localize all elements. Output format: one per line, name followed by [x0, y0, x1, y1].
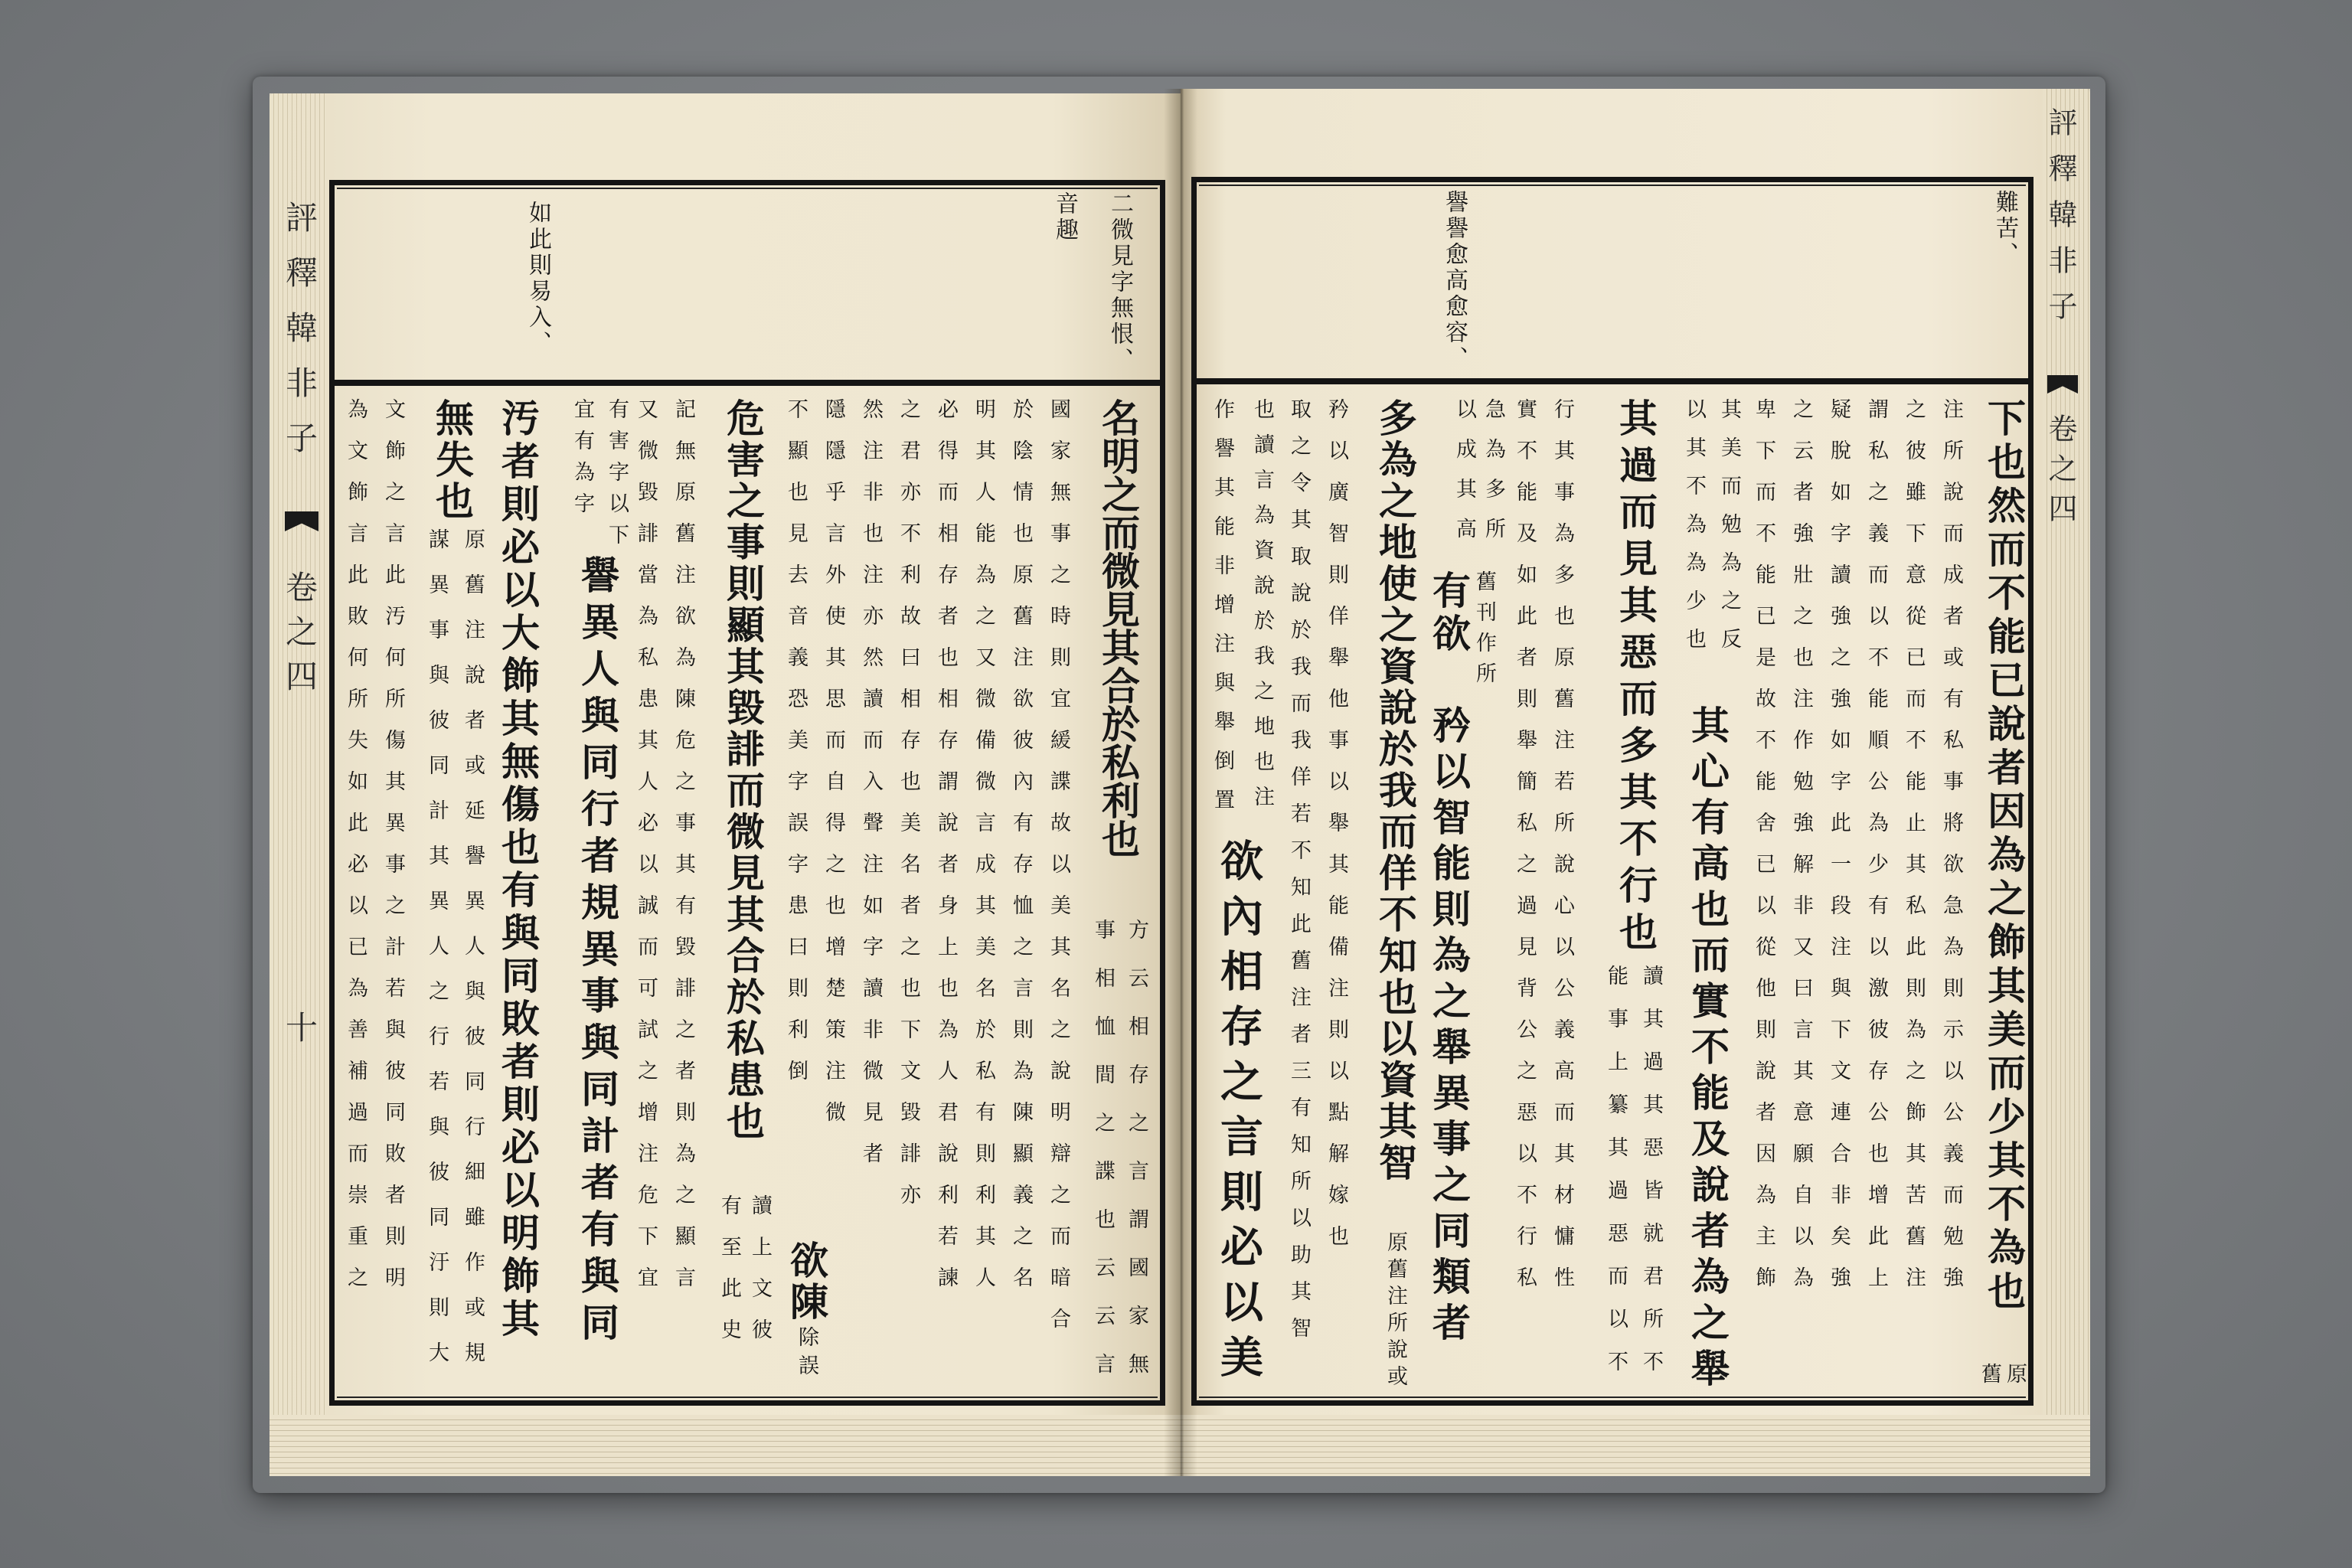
right-fore-edge-volume: 卷之四	[2043, 413, 2077, 533]
annotation-column: 作譽其能非增注與舉倒置	[1210, 398, 1234, 828]
annotation-column: 舊	[1978, 1363, 2001, 1404]
header-note: 如此則易入、	[524, 201, 551, 357]
main-text-column: 危害之事則顯其毀誹而微見其合於私患也	[720, 398, 766, 1142]
annotation-column: 謀異事與彼同計其異人之行若與彼同汙則大	[425, 528, 449, 1387]
left-bottom-page-edges	[270, 1415, 1181, 1476]
annotation-column: 以其不為為少也	[1682, 398, 1706, 666]
main-text-column: 多為之地使之資說於我而佯不知也以資其智	[1373, 398, 1418, 1184]
annotation-column: 舊刊作所	[1472, 570, 1496, 693]
header-note: 譽譽愈高愈容、	[1441, 190, 1468, 372]
annotation-column: 事相恤間之諜也云云言	[1091, 919, 1115, 1401]
left-fore-edge-leaf-number: 十	[281, 1011, 318, 1066]
annotation-column: 疑脫如字讀強之強如字此一段注與下文連合非矣強	[1827, 398, 1851, 1308]
main-text-column: 欲內相存之言則必以美	[1214, 838, 1264, 1390]
annotation-column: 方云相存之言謂國家無	[1125, 919, 1148, 1401]
main-text-column: 名明之而微見其合於私利也	[1096, 398, 1141, 858]
annotation-column: 宜有為字	[570, 398, 594, 524]
annotation-column: 必得而相存者也相存謂說者身上也為人君說利若諫	[934, 398, 958, 1308]
annotation-column: 為文飾言此敗何所失如此必以已為善補過而崇重之	[344, 398, 368, 1308]
annotation-column: 明其人能為之又微備微言成其美名於私有則利其人	[972, 398, 995, 1308]
annotation-column: 原舊注所說或	[1383, 1231, 1407, 1392]
right-header-separator	[1191, 378, 2034, 384]
header-note: 二微見字無恨、	[1106, 191, 1133, 374]
main-text-column: 其過而見其惡而多其不行也	[1613, 398, 1658, 959]
main-text-column: 欲陳	[784, 1240, 829, 1323]
annotation-column: 隱隱乎言外使其思而自得之也增楚策注微	[822, 398, 845, 1142]
annotation-column: 文飾之言此汚何所傷其異事之計若與彼同敗者則明	[381, 398, 405, 1308]
annotation-column: 原	[2003, 1363, 2027, 1404]
annotation-column: 有至此史	[717, 1194, 741, 1360]
header-note: 音趣	[1051, 191, 1078, 243]
right-fore-edge-title: 評釋韓非子	[2043, 107, 2077, 337]
annotation-column: 能事上纂其過惡而以不	[1604, 965, 1628, 1393]
main-text-column: 有欲	[1426, 570, 1472, 656]
annotation-column: 謂私之義而以不能順公為少有以激彼存公也增此上	[1864, 398, 1888, 1308]
main-text-column: 汚者則必以大飾其無傷也有與同敗者則必以明飾其	[495, 398, 541, 1341]
annotation-column: 也讀言為資說於我之地也注	[1250, 398, 1274, 821]
annotation-column: 又微毀誹當為私患其人必以誠而可試之增注危下宜	[634, 398, 658, 1308]
annotation-column: 不顯也見去音義恐美字誤字患曰則利倒	[784, 398, 808, 1101]
right-bottom-page-edges	[1181, 1415, 2090, 1476]
annotation-column: 行其事為多也原舊注若所說心以公義高而其材慵性	[1550, 398, 1574, 1308]
annotation-column: 其美而勉為之反	[1717, 398, 1741, 666]
main-text-column: 其心有高也而實不能及說者為之舉	[1685, 705, 1730, 1394]
main-text-column: 矜以智能則為之舉異事之同類者	[1426, 705, 1472, 1348]
left-fore-edge-volume: 卷之四	[281, 570, 318, 704]
annotation-column: 以成其高	[1452, 398, 1476, 557]
annotation-column: 實不能及如此者則舉簡私之過見背公之惡以不行私	[1513, 398, 1537, 1308]
annotation-column: 記無原舊注欲為陳危之事其有毀誹之者則為之顯言	[671, 398, 695, 1308]
annotation-column: 之彼雖下意從已而不能止其私此則為之飾其苦舊注	[1902, 398, 1926, 1308]
annotation-column: 讀其過其惡皆就君所不	[1639, 965, 1663, 1393]
header-note: 難苦、	[1991, 190, 2018, 268]
annotation-column: 原舊注說者或延譽異人與彼同行細雖作或規	[461, 528, 485, 1387]
annotation-column: 之君亦不利故曰相存也美名者之也下文毀誹亦	[897, 398, 920, 1225]
annotation-column: 然注非也注亦然讀而入聲注如字讀非微見者	[859, 398, 883, 1184]
annotation-column: 於陰情也原舊注欲彼內有存恤之言則為陳顯義之名	[1009, 398, 1033, 1308]
left-header-separator	[329, 380, 1165, 386]
annotation-column: 矜以廣智則佯舉他事以舉其能備注則以點解嫁也	[1325, 398, 1348, 1266]
annotation-column: 卑下而不能已是故不能舍已以從他則說者因為主飾	[1752, 398, 1775, 1308]
annotation-column: 除誤	[795, 1326, 818, 1383]
main-text-column: 下也然而不能已說者因為之飾其美而少其不為也	[1981, 398, 2027, 1315]
annotation-column: 有害字以下	[605, 398, 629, 555]
main-text-column: 譽異人與同行者規異事與同計者有與同	[575, 555, 620, 1349]
annotation-column: 國家無事之時則宜緩諜故以美其名之說明辯之而暗合	[1047, 398, 1070, 1349]
left-fore-edge-title: 評釋韓非子	[281, 201, 318, 476]
annotation-column: 讀上文彼	[748, 1194, 772, 1360]
annotation-column: 急為多所	[1481, 398, 1505, 557]
main-text-column: 無失也	[430, 398, 475, 522]
annotation-column: 注所說而成者或有私事將欲急為則示以公義而勉強	[1939, 398, 1963, 1308]
annotation-column: 之云者強壯之也注作勉強解非又曰言其意願自以為	[1789, 398, 1813, 1308]
annotation-column: 取之令其取說於我而我佯若不知此舊注者三有知所以助其智	[1287, 398, 1311, 1354]
